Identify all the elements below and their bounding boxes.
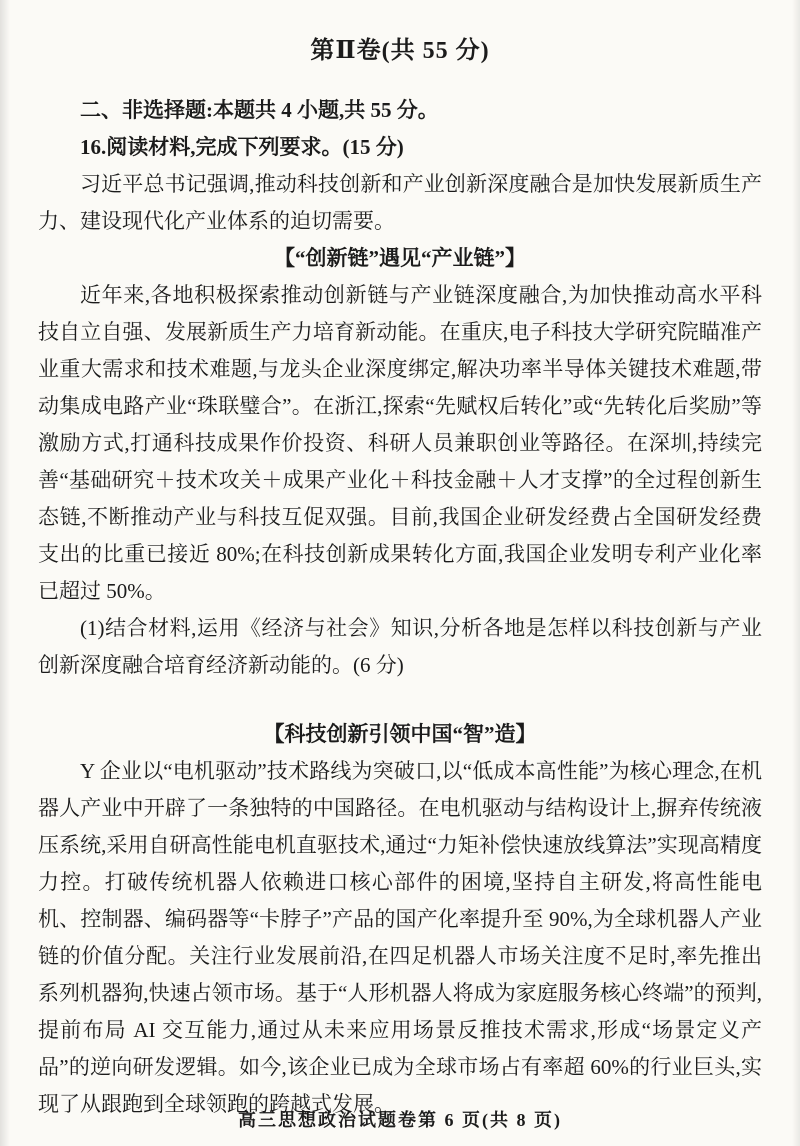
sub-question-1: (1)结合材料,运用《经济与社会》知识,分析各地是怎样以科技创新与产业创新深度融合培育经济新动能的。(6 分) <box>38 616 762 677</box>
material1-subtitle: 【“创新链”遇见“产业链”】 <box>274 246 526 270</box>
page-footer: 高三思想政治试题卷第 6 页(共 8 页) <box>238 1110 562 1130</box>
material2-body: Y 企业以“电机驱动”技术路线为突破口,以“低成本高性能”为核心理念,在机器人产业中开辟了一条独特的中国路径。在电机驱动与结构设计上,摒弃传统液压系统,采用自研高性能电机直驱技术,通过“力矩补偿快速放线算法”实现高精度力控。打破传统机器人依赖进口核心部件的困境,坚持自主研发,将高性能电机、控制器、编码器等“卡脖子”产品的国产化率提升至 90%,为全球机器人产业链的价值分配。关注行业发展前沿,在四足机器人市场关注度不足时,率先推出系列机器狗,快速占领市场。基于“人形机器人将成为家庭服务核心终端”的预判,提前布局 AI 交互能力,通过从未来应用场景反推技术需求,形成“场景定义产品”的逆向研发逻辑。如今,该企业已成为全球市场占有率超 60%的行业巨头,实现了从跟跑到全球领跑的跨越式发展。 <box>38 759 762 1116</box>
question16-stem: 16.阅读材料,完成下列要求。(15 分) <box>80 135 404 159</box>
section-heading: 二、非选择题:本题共 4 小题,共 55 分。 <box>80 98 439 122</box>
material2-subtitle: 【科技创新引领中国“智”造】 <box>263 722 537 746</box>
material1-body: 近年来,各地积极探索推动创新链与产业链深度融合,为加快推动高水平科技自立自强、发展新质生产力培育新动能。在重庆,电子科技大学研究院瞄准产业重大需求和技术难题,与龙头企业深度绑定,解决功率半导体关键技术难题,带动集成电路产业“珠联璧合”。在浙江,探索“先赋权后转化”或“先转化后奖励”等激励方式,打通科技成果作价投资、科研人员兼职创业等路径。在深圳,持续完善“基础研究＋技术攻关＋成果产业化＋科技金融＋人才支撑”的全过程创新生态链,不断推动产业与科技互促双强。目前,我国企业研发经费占全国研发经费支出的比重已接近 80%;在科技创新成果转化方面,我国企业发明专利产业化率已超过 50%。 <box>38 283 762 603</box>
question16-intro: 习近平总书记强调,推动科技创新和产业创新深度融合是加快发展新质生产力、建设现代化产业体系的迫切需要。 <box>38 172 762 233</box>
page-title: 第Ⅱ卷(共 55 分) <box>310 38 490 64</box>
